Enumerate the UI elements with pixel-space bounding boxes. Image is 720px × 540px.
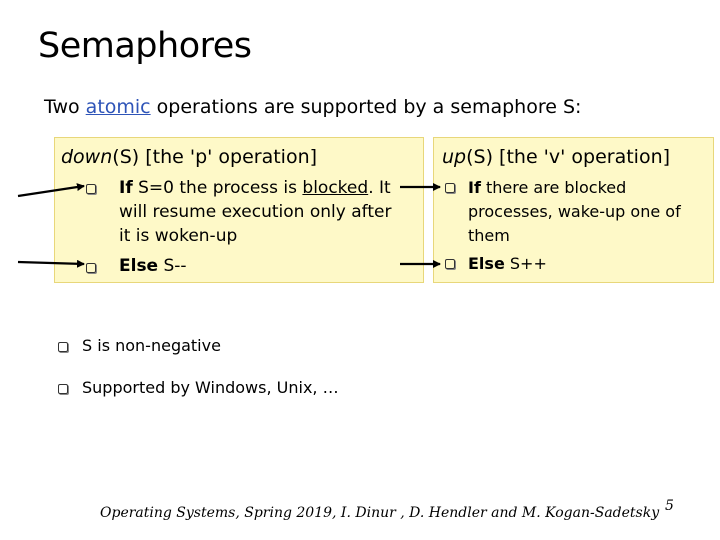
down-heading xyxy=(61,146,317,168)
slide-title: Semaphores xyxy=(38,26,252,66)
bullet-square-icon xyxy=(58,384,68,394)
down-if-line2: will resume execution only after xyxy=(119,202,392,222)
point-non-negative: S is non-negative xyxy=(82,336,221,355)
down-bullet-if xyxy=(119,176,419,248)
bullet-square-icon xyxy=(445,183,455,193)
subtitle-suffix: operations are supported by a semaphore S: xyxy=(150,96,582,118)
blocked-keyword: blocked xyxy=(302,178,369,198)
up-func-name: up xyxy=(442,146,467,168)
bullet-square-icon xyxy=(86,184,96,194)
up-bullet-if xyxy=(468,176,713,248)
up-bullet-else xyxy=(468,252,547,276)
atomic-link[interactable]: atomic xyxy=(85,96,151,118)
down-heading-rest: (S) [the 'p' operation] xyxy=(112,146,318,168)
bullet-square-icon xyxy=(58,342,68,352)
bullet-square-icon xyxy=(86,263,96,273)
up-heading-rest: (S) [the 'v' operation] xyxy=(466,146,671,168)
down-func-name: down xyxy=(61,146,113,168)
point-supported-by: Supported by Windows, Unix, … xyxy=(82,378,339,397)
up-else-text: S++ xyxy=(504,254,547,273)
subtitle-prefix: Two xyxy=(44,96,86,118)
up-if-line3: them xyxy=(468,226,510,245)
bullet-square-icon xyxy=(445,259,455,269)
down-if-text-end: . It xyxy=(368,178,391,198)
up-if-text: there are blocked xyxy=(480,178,627,197)
up-operation-box xyxy=(433,137,714,283)
page-number: 5 xyxy=(665,498,674,514)
down-bullet-else xyxy=(119,254,187,278)
down-else-label: Else xyxy=(119,256,159,276)
down-if-text: S=0 the process is xyxy=(132,178,303,198)
down-operation-box xyxy=(54,137,424,283)
up-if-line2: processes, wake-up one of xyxy=(468,202,681,221)
down-if-line3: it is woken-up xyxy=(119,226,238,246)
slide-subtitle xyxy=(44,96,581,118)
up-if-label: If xyxy=(468,178,481,197)
down-else-text: S-- xyxy=(158,256,187,276)
up-heading xyxy=(442,146,670,168)
down-if-label: If xyxy=(119,178,133,198)
up-else-label: Else xyxy=(468,254,505,273)
slide-footer: Operating Systems, Spring 2019, I. Dinur , D. Hendler and M. Kogan-Sadetsky xyxy=(100,505,660,521)
